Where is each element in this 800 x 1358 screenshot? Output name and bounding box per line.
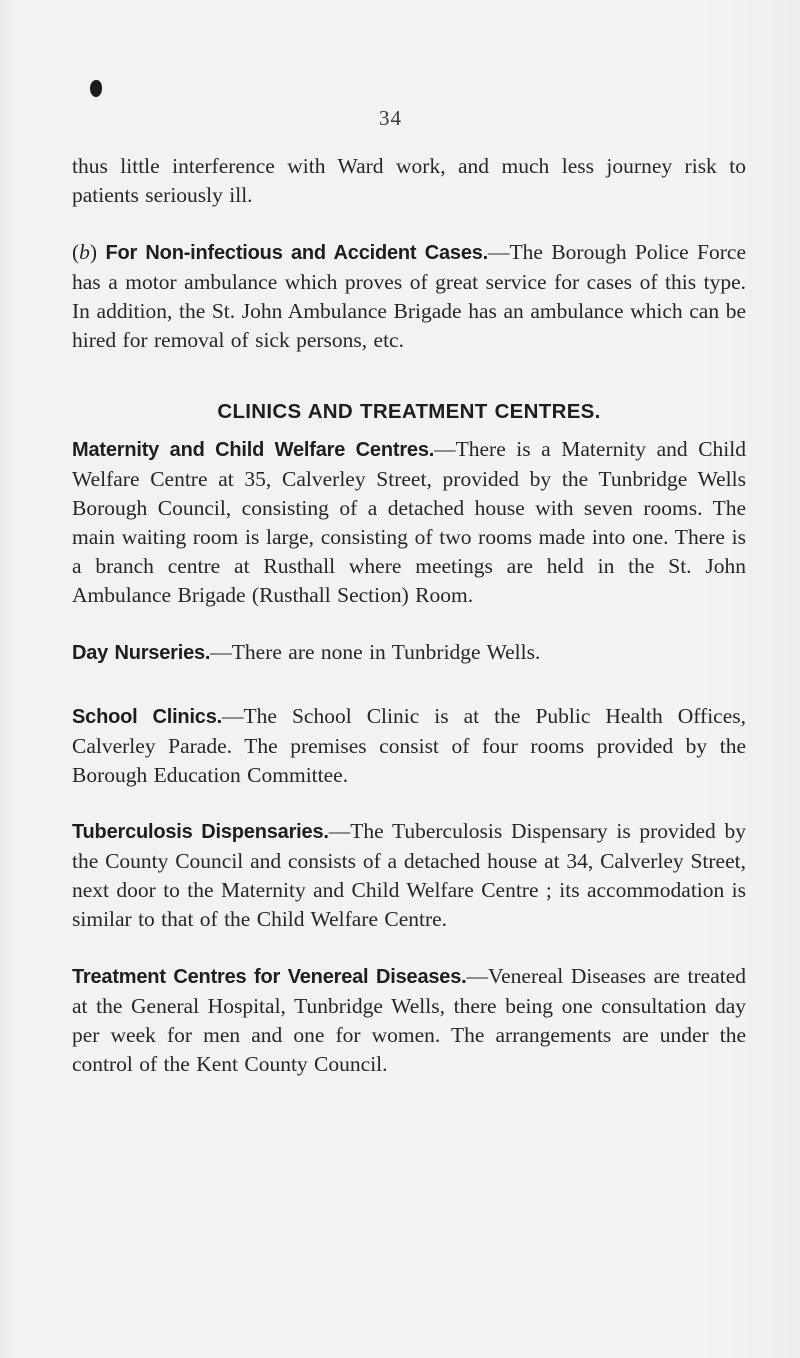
tuberculosis-heading: Tuberculosis Dispensaries. (72, 821, 329, 844)
maternity-heading: Maternity and Child Welfare Centres. (72, 439, 435, 462)
item-label-close: ) (89, 239, 98, 264)
school-clinics-text: —The School Clinic is at the Public Health Offices, Calverley Parade. The premises consist of four rooms provided by the Borough Education Committee. (72, 703, 746, 787)
maternity-text: —There is a Maternity and Child Welfare Centre at 35, Calverley Street, provided by the Tunbridge Wells Borough Council, consisting of a detached house with seven rooms. The main waiting room is large, consisting of two rooms made into one. There is a branch centre at Rusthall where meetings are held in the St. John Ambulance Brigade (Rusthall Section) Room. (72, 437, 746, 607)
school-clinics-heading: School Clinics. (72, 705, 223, 728)
non-infectious-text: —The Borough Police Force has a motor ambulance which proves of great service for cases of this type. In addition, the St. John Ambulance Brigade has an ambulance which can be hired for removal of sick persons, etc. (72, 239, 747, 352)
school-clinics-paragraph (72, 702, 746, 790)
ink-spot (90, 80, 102, 97)
non-infectious-paragraph (72, 238, 746, 355)
day-nurseries-text: —There are none in Tunbridge Wells. (210, 639, 541, 664)
day-nurseries-paragraph (72, 638, 746, 668)
item-label-open: ( (72, 239, 80, 264)
section-heading: CLINICS AND TREATMENT CENTRES. (217, 400, 601, 424)
non-infectious-heading: For Non-infectious and Accident Cases. (105, 241, 489, 264)
tuberculosis-paragraph (72, 817, 746, 934)
venereal-paragraph (72, 962, 746, 1079)
day-nurseries-heading: Day Nurseries. (72, 641, 211, 664)
venereal-text: —Venereal Diseases are treated at the General Hospital, Tunbridge Wells, there being one consultation day per week for men and one for women. The arrangements are under the control of the Kent County Council. (72, 964, 747, 1076)
tuberculosis-text: —The Tuberculosis Dispensary is provided by the County Council and consists of a detached house at 34, Calverley Street, next door to the Maternity and Child Welfare Centre ; its accommodation is similar to that of the Child Welfare Centre. (72, 819, 746, 932)
page-number: 34 (379, 106, 402, 130)
venereal-heading: Treatment Centres for Venereal Diseases. (72, 966, 467, 989)
item-label-letter: b (79, 239, 90, 264)
document-body (72, 152, 746, 1079)
intro-paragraph: thus little interference with Ward work, and much less journey risk to patients seriously ill. (72, 154, 746, 207)
maternity-paragraph (72, 435, 746, 609)
